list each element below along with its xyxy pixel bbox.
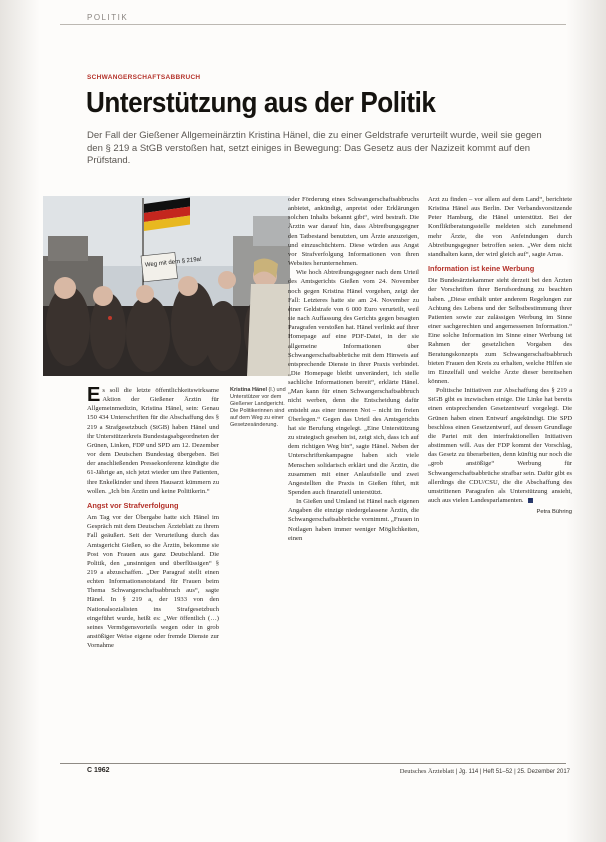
footer-rule (60, 763, 566, 764)
protest-sign-text: Weg mit dem § 219a! (144, 256, 202, 269)
col3-paragraph-2: Die Bundesärztekammer sieht derzeit bei den Ärzten der Vorschriften ihrer Berufsordnung zu beachten haben. „Diese enthält unter anderem Regelungen zur Achtung des Lebens und der Selbstbestimmung ihrer Patienten sowie zur zulässigen Werbung im Sinne einer sachgerechten und angemessenen Information.“ Eine solche Information im Sinne einer Werbung ist Rahmen der gesetzlichen Vorgaben des Beratungskonzepts zum Schwangerschaftsabbruch bieten Frauen den Kreis zu erhalten, welche Hilfen sie im Einzelfall und welche Ärzte dieser bereitsehen können. (428, 277, 572, 385)
body-paragraph: Am Tag vor der Übergabe hatte sich Hänel im Gespräch mit dem Deutschen Ärzteblatt zu ihrem Fall geäußert. Seit der Verurteilung durch das Amtsgericht Gießen, so die Ärztin, bekomme sie Post von Frauen aus ganz Deutschland. Die Politik, den „unsinnigen und überflüssigen“ § 219 a abzuschaffen. „Der Paragraf stellt einen echten Informationsnotstand für Frauen beim Thema Schwangerschaftsabbruch aus“, sagte Hänel. In § 219 a, der 1933 von den Nationalsozialisten ins Strafgesetzbuch eingeführt wurde, heißt es: „Wer öffentlich (…) seines Vermögensvorteils wegen oder in grob anstößiger Weise eigene oder fremde Dienste zur Vornahme (87, 514, 219, 650)
section-label: POLITIK (87, 13, 129, 22)
col2-paragraph-3: In Gießen und Umland ist Hänel nach eigenen Angaben die einzige niedergelassene Ärztin, die Schwangerschaftsabbrüche vornimmt. „Frauen in Notlagen haben immer weniger Möglichkeiten, einen (288, 498, 419, 542)
page-shadow-right (566, 0, 606, 842)
col2-paragraph-1: oder Förderung eines Schwangerschaftsabbruchs anbietet, ankündigt, anpreist oder Erklärungen solchen Inhalts bekannt gibt“, wird bestraft. Die Ärztin war darauf hin, dass Abtreibungsgegner den Tatbestand benutzten, um Ärzte anzuzeigen, und einzuschüchtern. Diese würden aus Angst vor Strafverfolgung Informationen von ihren Websites herunternehmen. (288, 196, 419, 268)
col3-paragraph-3-text: Politische Initiativen zur Abschaffung des § 219 a StGB gibt es inzwischen einige. Die Linke hat bereits einen entsprechenden Gesetzentwurf vorgelegt. Die Grünen haben einen Entwurf angekündigt. Die SPD beschloss einen Gesetzentwurf, auf dessen Grundlage die Partei mit den interfraktionellen Initiativen abstimmen will. Aus der FDP kommt der Vorschlag, das Gesetz zu überarbeiten, denn künftig nur noch die „grob anstößige“ Werbung für Schwangerschaftsabbrüche strafbar sein. Dafür gibt es allerdings die CDU/CSU, die die Abschaffung des umstrittenen Paragrafen als Unterstützung ansieht, auch aus vielen Landesparlamenten. (428, 387, 572, 504)
caption-text: (l.) und Unterstützer vor dem Gießener Landgericht. Die Politikerinnen sind auf dem Weg zu einer Gesetzesänderung. (230, 387, 286, 428)
photo-protest (43, 196, 290, 376)
subhead-information: Information ist keine Werbung (428, 264, 535, 274)
page-number: C 1962 (87, 767, 110, 774)
page-shadow-left (0, 0, 40, 842)
headline: Unterstützung aus der Politik (86, 87, 436, 119)
intro-paragraph (87, 386, 219, 496)
article-column-3 (428, 195, 572, 517)
footer-citation (400, 768, 570, 775)
end-mark-icon (528, 498, 533, 503)
caption-names: Kristina Hänel (230, 387, 267, 393)
drop-cap: E (87, 384, 101, 406)
top-rule (60, 24, 566, 25)
col2-paragraph-2: Wie hoch Abtreibungsgegner nach dem Urteil des Amtsgerichts Gießen vom 24. November noch gegen Kristina Hänel vorgehen, zeigt der Fall: Letzteres hatte sie am 24. November zu einer Geldstrafe von 6 000 Euro verurteilt, weil sie nach Auffassung des Gerichts gegen besagten Paragrafen verstoßen hat. Hänel verlinkt auf ihrer Homepage auf eine PDF-Datei, in der sie allgemeine Informationen über Schwangerschaftsabbrüche mit dem Hinweis auf entsprechende Dienste in ihrer Praxis verbindet. „Die Homepage bleibt unverändert, ich stelle sachliche Informationen bereit“, erklärte Hänel. „Man kann für einen Schwangerschaftsabbruch nicht werben, denn die Entscheidung dafür entsteht aus einer inneren Not – nicht im freien Überlegen.“ Gegen das Urteil des Amtsgerichts hat sie Berufung eingelegt. „Eine Unterstützung zu strategisch gesehen ist, zeigt sich, dass ich auf dem richtigen Weg bin“, sagte Hänel. Neben der Unterschriftenkampagne haben sich viele Menschen solidarisch erklärt und die Ärztin, die zusammen mit einer Anlaufstelle und zwei Angestellten die Praxis in Gießen führt, mit Spenden auch finanziell unterstützt. (288, 269, 419, 496)
lead-paragraph: Der Fall der Gießener Allgemeinärztin Kristina Hänel, die zu einer Geldstrafe verurteilt wurde, weil sie gegen den § 219 a StGB verstoßen hat, setzt einiges in Bewegung: Das Gesetz aus der Nazizeit kommt auf den Prüfstand. (87, 130, 542, 166)
col3-paragraph-1: Arzt zu finden – vor allem auf dem Land“, berichtete Kristina Hänel aus Berlin. Der Verbandsvorsitzende Peter Hamburg, die Hänel unterstützt. Bei der Konfliktberatungsstelle meldeten sich zunehmend mehr Ärzte, die von Anfeindungen durch Abtreibungsgegner betroffen seien. „Wer dem nicht standhalten kann, der wird gleich auf“, sagte Arras. (428, 196, 572, 258)
author: Petra Bühring (536, 509, 572, 516)
article-column-2 (288, 195, 419, 543)
subhead-angst: Angst vor Strafverfolgung (87, 500, 179, 510)
intro-text: s soll die letzte öffentlichkeitswirksame Aktion der Gießener Ärztin für Allgemeinmedizin, Kristina Hänel, sein: Genau 150 434 Unterschriften für die Abschaffung des § 219 a Strafgesetzbuch (StGB) haben Hänel und ihr Unterstützerkreis Bundestagsabgeordneten der Grünen, Linken, FDP und SPD am 12. Dezember vor dem Deutschen Bundestag übergeben. Bei der anschließenden Pressekonferenz kündigte die 61-Jährige an, sich jetzt wieder um ihre Patienten, ihre Enkelkinder und ihren Hausarzt kümmern zu wollen. „Ich bin Ärztin und keine Politikerin.“ (87, 387, 220, 495)
article-column-1 (87, 386, 219, 650)
issue-info: | Jg. 114 | Heft 51–52 | 25. Dezember 2017 (455, 769, 570, 775)
col3-paragraph-3 (428, 386, 572, 505)
journal-name: Deutsches Ärzteblatt (399, 768, 455, 775)
kicker: SCHWANGERSCHAFTSABBRUCH (87, 74, 201, 81)
photo-caption (230, 387, 286, 429)
